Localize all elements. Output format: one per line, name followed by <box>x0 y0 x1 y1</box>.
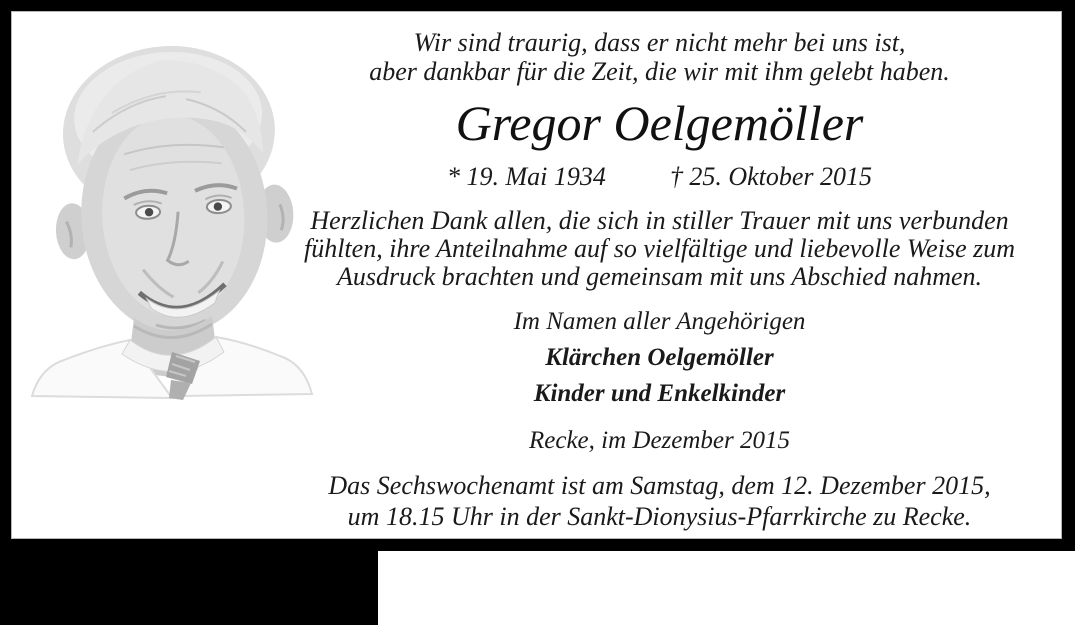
birth-date: * 19. Mai 1934 <box>446 162 606 191</box>
notice-text <box>262 12 1057 532</box>
thanks-line-2: fühlten, ihre Anteilnahme auf so vielfältige und liebevolle Weise zum <box>303 234 1015 263</box>
thanks-paragraph <box>262 207 1057 291</box>
service-line-1: Das Sechswochenamt ist am Samstag, dem 12. Dezember 2015, <box>328 471 991 500</box>
mourner-name-1: Klärchen Oelgemöller <box>545 344 774 371</box>
service-announcement <box>262 470 1057 532</box>
notice-paper <box>11 11 1062 539</box>
on-behalf-line: Im Namen aller Angehörigen <box>513 308 806 335</box>
intro-verse <box>262 28 1057 86</box>
death-date: † 25. Oktober 2015 <box>669 162 873 191</box>
service-line-2: um 18.15 Uhr in der Sankt-Dionysius-Pfarrkirche zu Recke. <box>347 502 972 531</box>
life-dates <box>262 162 1057 192</box>
adjacent-clipping-black-block <box>0 551 378 625</box>
intro-line-1: Wir sind traurig, dass er nicht mehr bei uns ist, <box>413 28 906 57</box>
place-date-line: Recke, im Dezember 2015 <box>528 427 790 454</box>
thanks-line-3: Ausdruck brachten und gemeinsam mit uns Abschied nahmen. <box>336 262 983 291</box>
mourner-name-2: Kinder und Enkelkinder <box>533 380 786 407</box>
thanks-line-1: Herzlichen Dank allen, die sich in stiller Trauer mit uns verbunden <box>310 206 1009 235</box>
deceased-name: Gregor Oelgemöller <box>455 95 864 151</box>
intro-line-2: aber dankbar für die Zeit, die wir mit ihm gelebt haben. <box>369 57 950 86</box>
